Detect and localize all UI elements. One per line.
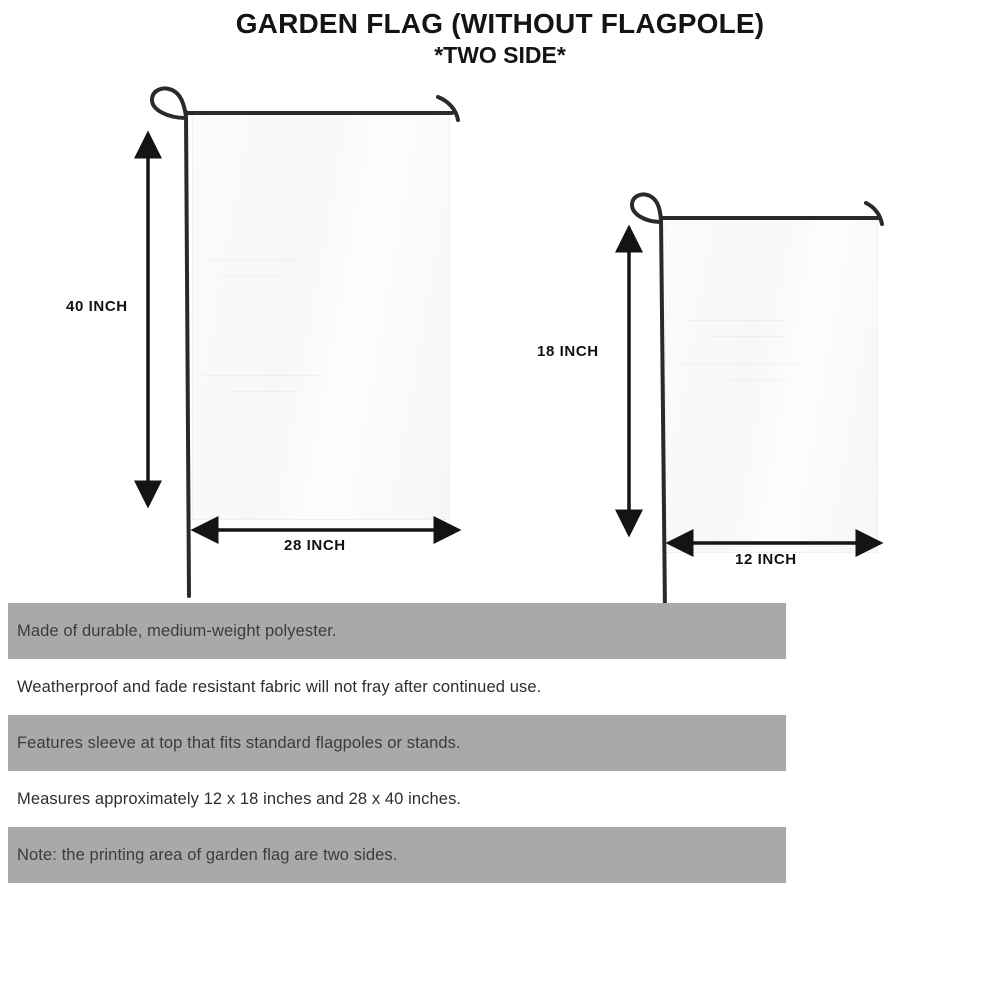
list-item: Note: the printing area of garden flag are two sides. (8, 827, 786, 883)
large-flag-width-label: 28 INCH (284, 537, 346, 554)
page-title (0, 8, 1000, 70)
list-item: Weatherproof and fade resistant fabric will not fray after continued use. (8, 659, 786, 715)
title-subtitle: *TWO SIDE* (434, 42, 566, 69)
small-flag-height-label: 18 INCH (537, 343, 599, 360)
feature-list (8, 603, 786, 883)
title-main: GARDEN FLAG (WITHOUT FLAGPOLE) (235, 8, 765, 39)
large-flag-height-label: 40 INCH (66, 298, 128, 315)
small-flag-width-label: 12 INCH (735, 551, 797, 568)
large-flag-fabric (192, 114, 450, 520)
list-item: Measures approximately 12 x 18 inches and 28 x 40 inches. (8, 771, 786, 827)
small-flag-fabric (665, 219, 878, 553)
list-item: Made of durable, medium-weight polyester. (8, 603, 786, 659)
list-item: Features sleeve at top that fits standard flagpoles or stands. (8, 715, 786, 771)
